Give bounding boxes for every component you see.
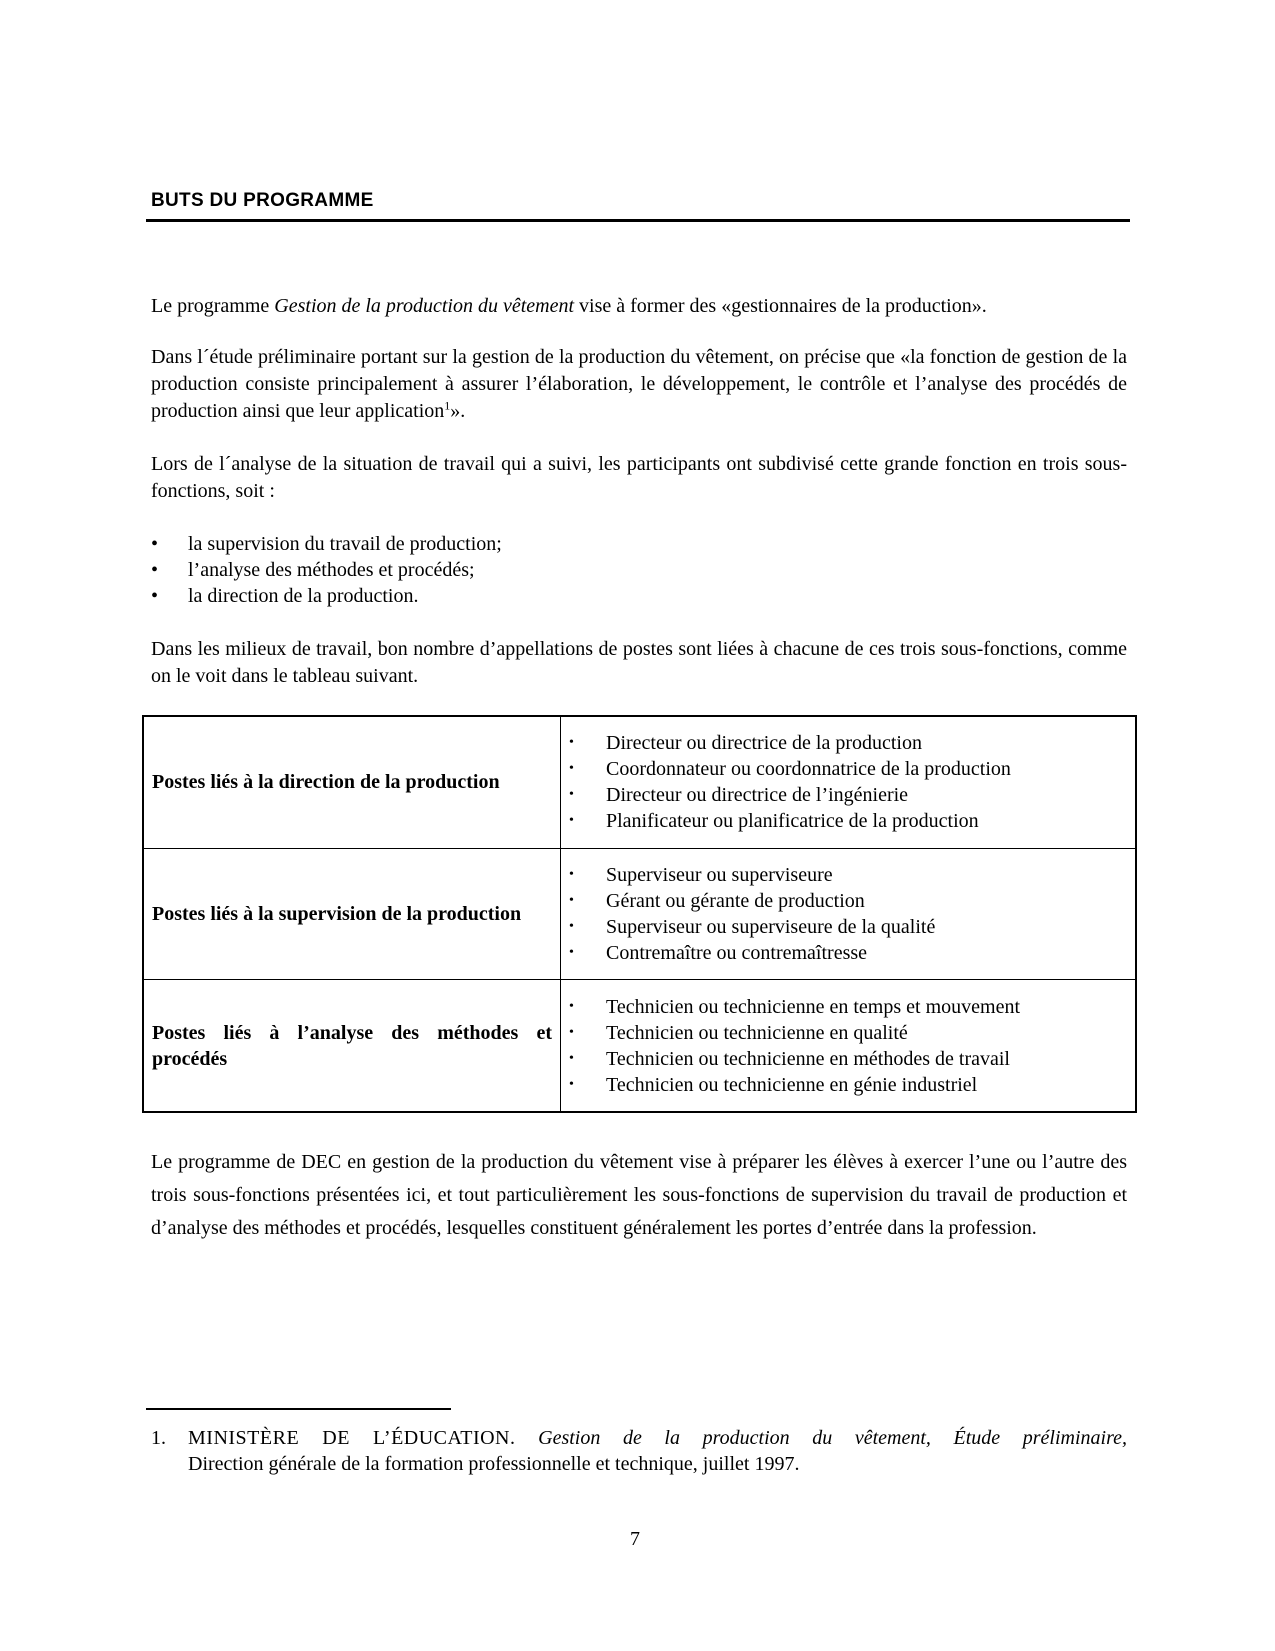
table-category-cell: Postes liés à la supervision de la production bbox=[143, 848, 561, 980]
program-title: Gestion de la production du vêtement bbox=[274, 295, 575, 317]
footnote-body bbox=[151, 1425, 1127, 1477]
table-jobs-cell bbox=[561, 716, 1137, 848]
bullet-icon: • bbox=[569, 866, 574, 882]
job-title: Contremaître ou contremaîtresse bbox=[606, 941, 868, 964]
job-item bbox=[569, 1020, 1127, 1046]
bullet-icon: • bbox=[569, 813, 574, 829]
footnote-ref[interactable]: 1 bbox=[444, 398, 451, 413]
table-category-cell: Postes liés à la direction de la production bbox=[143, 716, 561, 848]
positions-table-wrapper bbox=[142, 715, 1137, 1113]
job-title: Directeur ou directrice de l’ingénierie bbox=[606, 784, 909, 807]
footnote-line-2: Direction générale de la formation professionnelle et technique, juillet 1997. bbox=[188, 1453, 800, 1475]
heading-rule bbox=[146, 219, 1130, 222]
job-title: Superviseur ou superviseure de la qualité bbox=[606, 915, 936, 938]
job-list bbox=[569, 862, 1127, 966]
bullet-icon: • bbox=[569, 761, 574, 777]
list-item-text: la direction de la production. bbox=[188, 585, 419, 607]
analysis-paragraph: Lors de l´analyse de la situation de travail qui a suivi, les participants ont subdivisé cette grande fonction en trois sous-fonctions, soit : bbox=[151, 453, 1127, 502]
footnote-separator bbox=[146, 1408, 451, 1410]
job-item bbox=[569, 1046, 1127, 1072]
job-title: Coordonnateur ou coordonnatrice de la production bbox=[606, 758, 1011, 781]
bullet-icon: • bbox=[569, 1050, 574, 1066]
job-item bbox=[569, 940, 1127, 966]
bullet-icon: • bbox=[569, 998, 574, 1014]
bullet-icon: • bbox=[569, 735, 574, 751]
intro-text-end: vise à former des «gestionnaires de la production». bbox=[574, 295, 987, 317]
job-title: Planificateur ou planificatrice de la production bbox=[606, 810, 979, 833]
job-title: Gérant ou gérante de production bbox=[606, 889, 865, 912]
footnote-title: Gestion de la production du vêtement, Étude préliminaire, bbox=[538, 1427, 1128, 1449]
intro-paragraph bbox=[151, 293, 1127, 320]
job-item bbox=[569, 994, 1127, 1020]
job-item bbox=[569, 914, 1127, 940]
dec-paragraph: Le programme de DEC en gestion de la production du vêtement vise à préparer les élèves à exercer l’une ou l’autre des trois sous-fonctions présentées ici, et tout particulièrement les sous-fonctions de supervision du travail de production et d’analyse des méthodes et procédés, lesquelles constituent généralement les portes d’entrée dans la profession. bbox=[151, 1151, 1127, 1239]
section-heading: BUTS DU PROGRAMME bbox=[151, 190, 374, 211]
job-item bbox=[569, 756, 1127, 782]
footnote-line-1 bbox=[188, 1425, 1127, 1451]
workplace-paragraph: Dans les milieux de travail, bon nombre d’appellations de postes sont liées à chacune de ces trois sous-fonctions, comme on le voit dans le tableau suivant. bbox=[151, 638, 1127, 687]
bullet-icon: • bbox=[569, 918, 574, 934]
bullet-icon: • bbox=[569, 1076, 574, 1092]
bullet-icon: • bbox=[569, 892, 574, 908]
job-title: Superviseur ou superviseure bbox=[606, 863, 833, 886]
job-item bbox=[569, 808, 1127, 834]
job-item bbox=[569, 888, 1127, 914]
job-item bbox=[569, 730, 1127, 756]
job-item bbox=[569, 1072, 1127, 1098]
job-title: Technicien ou technicienne en temps et mouvement bbox=[606, 995, 1021, 1018]
subfunction-list bbox=[151, 531, 502, 609]
study-text: Dans l´étude préliminaire portant sur la gestion de la production du vêtement, on précise que «la fonction de gestion de la production consiste principalement à assurer l’élaboration, le développement, le contrôle et l’analyse des procédés de production ainsi que leur application bbox=[151, 346, 1127, 422]
intro-text-start: Le programme bbox=[151, 295, 275, 317]
table-row bbox=[143, 980, 1136, 1112]
page-number: 7 bbox=[630, 1528, 640, 1550]
job-item bbox=[569, 782, 1127, 808]
list-item bbox=[151, 531, 502, 557]
table-category-cell: Postes liés à l’analyse des méthodes et procédés bbox=[143, 980, 561, 1112]
bullet-icon: • bbox=[569, 787, 574, 803]
job-title: Directeur ou directrice de la production bbox=[606, 732, 922, 755]
list-item-text: l’analyse des méthodes et procédés; bbox=[188, 559, 475, 581]
study-text-end: ». bbox=[450, 400, 466, 422]
bullet-icon: • bbox=[151, 533, 159, 555]
footnote-author: MINISTÈRE DE L’ÉDUCATION. bbox=[188, 1427, 516, 1449]
positions-table bbox=[142, 715, 1137, 1113]
footnote-number: 1. bbox=[151, 1427, 166, 1449]
job-title: Technicien ou technicienne en qualité bbox=[606, 1021, 908, 1044]
list-item-text: la supervision du travail de production; bbox=[188, 533, 502, 555]
list-item bbox=[151, 583, 502, 609]
job-list bbox=[569, 730, 1127, 834]
study-paragraph bbox=[151, 344, 1127, 425]
footnote bbox=[151, 1425, 1127, 1477]
table-row bbox=[143, 716, 1136, 848]
table-row bbox=[143, 848, 1136, 980]
bullet-icon: • bbox=[151, 559, 159, 581]
job-item bbox=[569, 862, 1127, 888]
job-title: Technicien ou technicienne en génie industriel bbox=[606, 1073, 978, 1096]
job-list bbox=[569, 994, 1127, 1098]
list-item bbox=[151, 557, 502, 583]
bullet-icon: • bbox=[569, 944, 574, 960]
bullet-icon: • bbox=[151, 585, 159, 607]
table-jobs-cell bbox=[561, 980, 1137, 1112]
bullet-icon: • bbox=[569, 1024, 574, 1040]
job-title: Technicien ou technicienne en méthodes de travail bbox=[606, 1047, 1010, 1070]
table-jobs-cell bbox=[561, 848, 1137, 980]
